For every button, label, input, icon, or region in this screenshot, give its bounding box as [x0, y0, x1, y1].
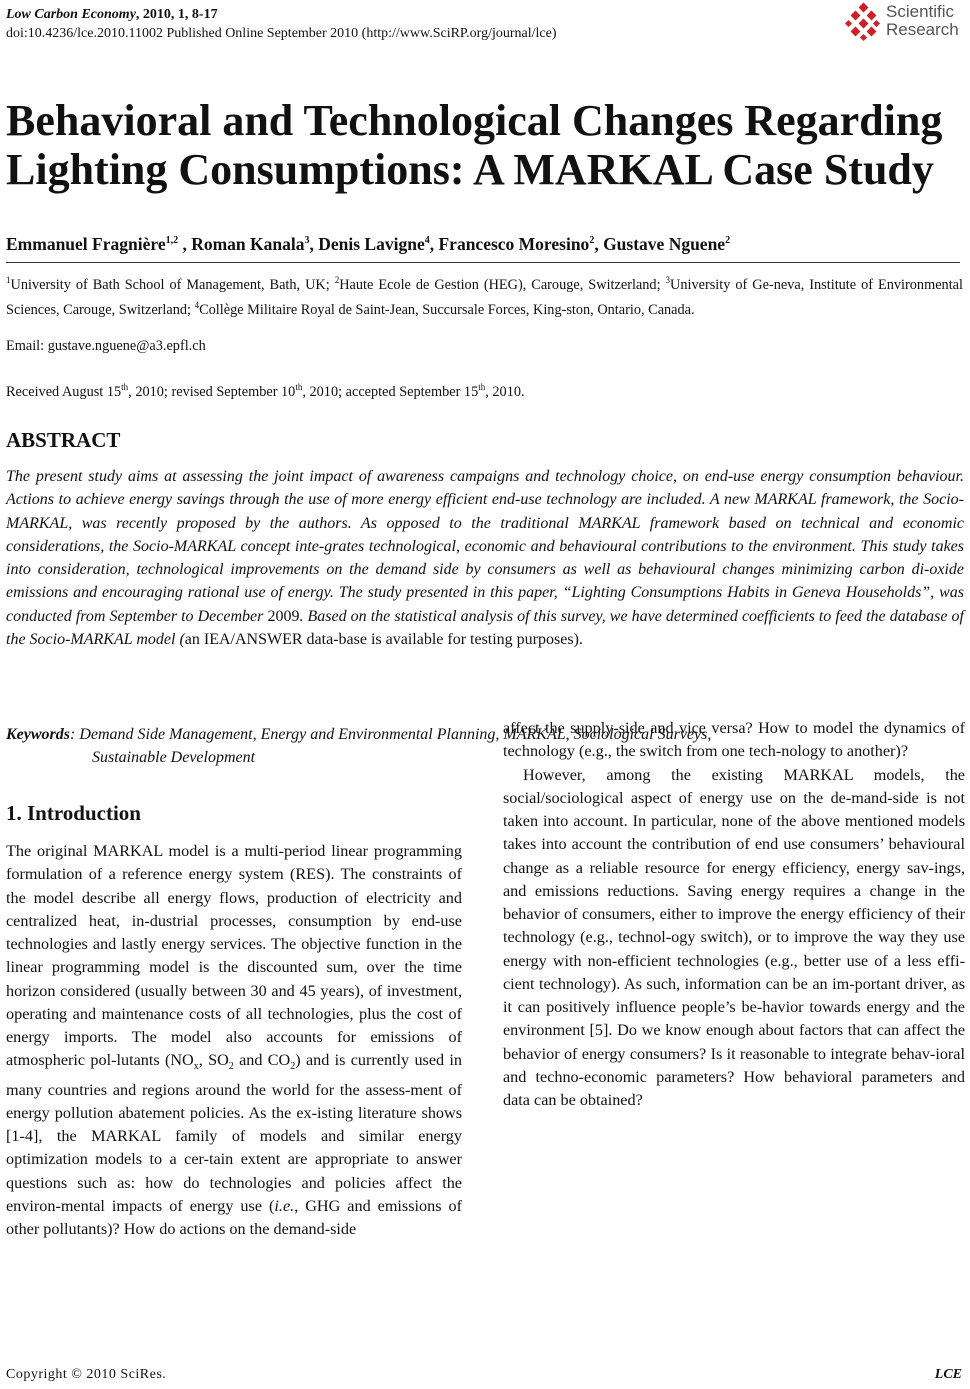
- author-name: Roman Kanala: [191, 233, 305, 254]
- received-date: Received August 15: [6, 383, 122, 400]
- abstract-text: . Based on the statistical analysis of this survey, we have determined coefficients to feed the database of the Socio-MARKAL model (: [6, 607, 964, 648]
- keywords-label: Keywords: [6, 726, 70, 743]
- publisher-logo-icon: [844, 2, 884, 42]
- author-name: Gustave Nguene: [603, 233, 726, 254]
- accepted-date: , 2010; accepted September 15: [302, 383, 479, 400]
- publisher-logo: [844, 2, 964, 42]
- intro-left-column: [6, 840, 462, 1241]
- author-affiliation-mark: 4: [424, 235, 430, 246]
- intro-paragraph: However, among the existing MARKAL models, the social/sociological aspect of energy use on the de-mand-side is not taken into account. In particular, none of the above mentioned models takes into account the contribution of end use consumers’ behavioural change as a reliable resource for energy efficiency, energy sav-ings, and emissions reductions. Saving energy requires a change in the behavior of consumers, either to improve the energy efficiency of their technology (e.g., technol-ogy switch), or to improve the way they use energy with non-efficient technologies (e.g., better use of a less effi-cient technology). As such, information can be an im-portant driver, as it can positively influence people’s be-havior towards energy and the environment [5]. Do we know enough about factors that can affect the behavior of energy consumers? Is it reasonable to integrate behav-ioral and techno-economic parameters? How behavioral parameters and data can be obtained?: [503, 765, 965, 1109]
- affiliation-mark: 4: [194, 299, 200, 310]
- author-separator: ,: [594, 233, 604, 254]
- author-name: Francesco Moresino: [438, 233, 590, 254]
- received-end: , 2010.: [485, 383, 525, 400]
- intro-paragraph: [6, 840, 462, 1241]
- author-name: Denis Lavigne: [318, 233, 425, 254]
- section-heading: 1. Introduction: [6, 801, 141, 825]
- author-affiliation-mark: 2: [725, 235, 731, 246]
- keywords-line1: : Demand Side Management, Energy and Environmental Planning, MARKAL, Sociological Surveys,: [70, 726, 712, 743]
- intro-paragraph: affect the supply-side and vice versa? How to model the dynamics of technology (e.g., the switch from one tech-nology to another)?: [503, 719, 965, 761]
- author-name: Emmanuel Fragnière: [6, 233, 166, 254]
- affiliation-3: University of Ge-neva, Institute of Environmental Sciences, Carouge, Switzerland;: [6, 276, 963, 318]
- intro-text: and CO: [233, 1051, 291, 1070]
- abstract-text: The present study aims at assessing the joint impact of awareness campaigns and technology choice, on end-use energy consumption behaviour. Actions to achieve energy savings through the use of more energy efficient end-use technology are included. A new MARKAL framework, the Socio-MARKAL, was recently proposed by the authors. As opposed to the traditional MARKAL framework based on technical and economic considerations, the Socio-MARKAL concept inte-grates technological, economic and behavioural contributions to the environment. This study takes into consideration, technological improvements on the demand side by consumers as well as behavioural changes minimizing carbon di-oxide emissions and encouraging rational use of energy. The study presented in this paper, “Lighting Consumptions Habits in Geneva Households”, was conducted from September to December: [6, 468, 964, 625]
- intro-text: , GHG and emissions of other pollutants)? How do actions on the demand-side: [6, 1196, 462, 1239]
- intro-text: , SO: [198, 1051, 229, 1070]
- subscript: 2: [228, 1061, 234, 1073]
- publisher-logo-line1: Scientific: [886, 2, 955, 21]
- ordinal-suffix: th: [295, 382, 303, 392]
- author-separator: ,: [429, 233, 439, 254]
- received-dates: [6, 377, 525, 402]
- affiliation-mark: 3: [665, 275, 671, 285]
- intro-text: ) and is currently used in many countries and regions around the world for the assess-ment of energy pollution abatement policies. As the ex-isting literature shows [1-4], the MARKAL family of models and similar energy optimization models to a cer-tain extent are appropriate to answer questions such as: how do technologies and policies affect the environ-mental impacts of energy use (: [6, 1051, 463, 1215]
- affiliation-1: University of Bath School of Management, Bath, UK;: [10, 276, 335, 293]
- abstract-text: ).: [573, 630, 583, 648]
- affiliation-mark: 1: [6, 275, 11, 285]
- author-affiliation-mark: 3: [304, 235, 310, 246]
- contact-email: Email: gustave.nguene@a3.epfl.ch: [6, 338, 206, 354]
- publisher-logo-line2: Research: [886, 20, 959, 39]
- journal-name: Low Carbon Economy: [6, 7, 136, 22]
- author-affiliation-mark: 2: [589, 235, 595, 246]
- keywords-line2: Sustainable Development: [92, 749, 256, 766]
- copyright-notice: Copyright © 2010 SciRes.: [6, 1367, 167, 1382]
- ordinal-suffix: th: [121, 382, 129, 392]
- author-affiliation-mark: 1,2: [165, 235, 179, 246]
- intro-text: i.e.: [274, 1196, 295, 1215]
- journal-abbrev: LCE: [934, 1367, 962, 1382]
- intro-text: The original MARKAL model is a multi-period linear programming formulation of a reference energy system (RES). The constraints of the model describe all energy flows, production of electricity and centralized heat, in-dustrial processes, consumption by end-use technologies and lastly energy services. The objective function in the linear programming model is the discounted sum, over the time horizon considered (usually between 30 and 45 years), of investment, operating and maintenance costs of all technologies, plus the cost of energy imports. The model also accounts for emissions of atmospheric pol-lutants (NO: [6, 842, 462, 1070]
- abstract-body: [6, 465, 964, 651]
- journal-citation: [6, 6, 218, 23]
- affiliations: [6, 270, 963, 320]
- author-list: [6, 230, 956, 255]
- subscript: x: [193, 1061, 199, 1073]
- subscript: 2: [290, 1061, 296, 1073]
- paper-title: Behavioral and Technological Changes Regarding Lighting Consumptions: A MARKAL Case Study: [6, 96, 943, 194]
- header-divider: [6, 262, 960, 263]
- doi-line: doi:10.4236/lce.2010.11002 Published Online September 2010 (http://www.SciRP.org/journal/lce): [6, 26, 557, 41]
- ordinal-suffix: th: [478, 382, 486, 392]
- affiliation-4: Collège Militaire Royal de Saint-Jean, Succursale Forces, King-ston, Ontario, Canada.: [199, 301, 695, 318]
- author-separator: ,: [178, 233, 192, 254]
- revised-date: , 2010; revised September 10: [128, 383, 296, 400]
- journal-volume: , 2010, 1, 8-17: [135, 7, 218, 22]
- publisher-logo-text: [886, 3, 959, 39]
- author-separator: ,: [309, 233, 319, 254]
- affiliation-2: Haute Ecole de Gestion (HEG), Carouge, Switzerland;: [339, 276, 666, 293]
- abstract-heading: ABSTRACT: [6, 428, 121, 452]
- affiliation-mark: 2: [334, 275, 340, 285]
- abstract-year: 2009: [267, 607, 300, 625]
- abstract-text: an IEA/ANSWER data-base is available for testing purposes: [184, 630, 574, 648]
- intro-right-column: [503, 717, 965, 1112]
